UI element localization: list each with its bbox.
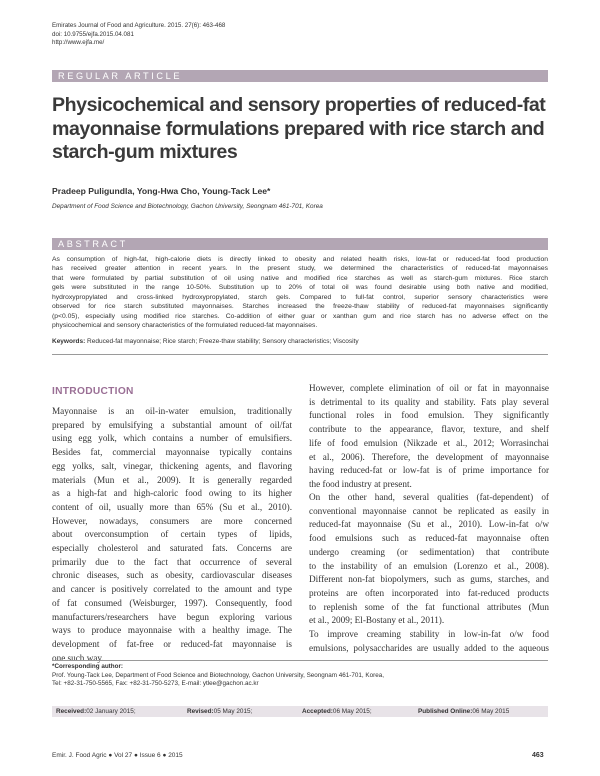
body-line: is detrimental to its quality and stability. Fats play several xyxy=(309,396,549,407)
footnote-contact: Tel: +82-31-750-5565, Fax: +82-31-750-5273, E-mail: ytlee@gachon.ac.kr xyxy=(52,680,259,688)
body-line: et al., 2006). Therefore, the development of mayonnaise xyxy=(309,451,549,462)
body-line: reduced-fat mayonnaise (Su et al., 2010). Low-in-fat o/w xyxy=(309,519,549,530)
body-line: to the instability of an emulsion (Lorenzo et al., 2008). xyxy=(309,560,549,571)
body-line: development of fat-free or reduced-fat mayonnaise is xyxy=(52,638,292,649)
abstract-line: As consumption of high-fat, high-calorie diets is directly linked to obesity and related health risks, low-fat or reduced-fat food production xyxy=(52,256,548,263)
journal-citation: Emirates Journal of Food and Agriculture. 2015. 27(6): 463-468 xyxy=(52,22,226,29)
body-line: as a high-fat and high-caloric food owing to its higher xyxy=(52,488,292,499)
body-line: of fat consumed (Weisburger, 1997). Consequently, food xyxy=(52,597,292,608)
body-line: manufacturers/researchers have begun exploring various xyxy=(52,611,292,622)
body-line: especially cholesterol and saturated fats. Concerns are xyxy=(52,543,292,554)
body-line: However, nowadays, consumers are more concerned xyxy=(52,515,292,526)
journal-doi: doi: 10.9755/ejfa.2015.04.081 xyxy=(52,30,134,38)
corresponding-author-footnote xyxy=(52,660,548,689)
body-line: To improve creaming stability in low-in-fat o/w food xyxy=(309,629,549,639)
regular-article-label: REGULAR ARTICLE xyxy=(58,71,183,81)
body-line: undergo creaming (or sedimentation) that contribute xyxy=(309,546,549,557)
dates-strip xyxy=(52,706,548,717)
article-title xyxy=(52,94,552,165)
body-line: materials (Mun et al., 2009). It is generally regarded xyxy=(52,474,292,485)
footnote-address: Prof. Young-Tack Lee, Department of Food Science and Biotechnology, Gachon University, Seongnam 461-701, Korea, xyxy=(52,671,384,679)
introduction-heading: INTRODUCTION xyxy=(52,386,134,397)
title-line: Physicochemical and sensory properties of reduced-fat xyxy=(52,94,546,116)
regular-article-bar xyxy=(52,70,548,82)
left-column xyxy=(52,405,292,665)
body-line: food emulsions such as reduced-fat mayonnaise often xyxy=(309,533,549,544)
abstract-line: (p<0.05), especially using modified rice starches. Co-addition of either guar or xanthan gum and rice starch has no adverse effect on the xyxy=(52,312,548,320)
footnote-label: *Corresponding author: xyxy=(52,663,124,670)
body-line: et al., 2009; El-Bostany et al., 2011). xyxy=(309,615,445,626)
abstract-bar xyxy=(52,238,548,250)
body-line: conventional mayonnaise cannot be replicated as easily in xyxy=(309,505,549,516)
authors: Pradeep Puligundla, Yong-Hwa Cho, Young-Tack Lee* xyxy=(52,186,271,196)
right-column-paragraph-2 xyxy=(309,491,549,628)
body-line: However, complete elimination of oil or fat in mayonnaise xyxy=(309,383,549,393)
journal-url[interactable]: http://www.ejfa.me/ xyxy=(52,39,105,47)
body-line: chronic diseases, such as obesity, cardiovascular diseases xyxy=(52,570,292,581)
body-line: egg yolks, salt, vinegar, thickening agents, and flavoring xyxy=(52,460,292,471)
body-line: contribute to the appearance, flavor, texture, and shelf xyxy=(309,424,549,435)
revised-date: Revised: 05 May 2015; xyxy=(187,708,253,715)
footer-citation: Emir. J. Food Agric ● Vol 27 ● Issue 6 ● 2015 xyxy=(52,752,183,759)
abstract-line: that were formulated by partial substitution of oil using native and modified rice starches as well as starch-gum mixtures. Rice starch xyxy=(52,274,548,282)
body-line: On the other hand, several qualities (fat-dependent) of xyxy=(309,492,549,502)
accepted-date: Accepted: 06 May 2015; xyxy=(302,708,372,715)
body-line: the food industry at present. xyxy=(309,478,412,489)
body-line: proteins are often incorporated into fat-reduced products xyxy=(309,587,549,598)
received-date: Received: 02 January 2015; xyxy=(56,708,136,715)
abstract-line: hydroxypropylated and cross-linked hydroxypropylated, starch gels. Compared to full-fat control, superior sensory characteristics were xyxy=(52,293,548,301)
page-number: 463 xyxy=(532,752,544,759)
title-line: starch-gum mixtures xyxy=(52,141,238,163)
body-line: emulsions, polysaccharides are usually added to the aqueous xyxy=(309,642,549,653)
abstract-line: has received greater attention in recent years. In the present study, we determined the characteristics of reduced-fat mayonnaises xyxy=(52,265,548,273)
body-line: prepared by emulsifying a substantial amount of oil/fat xyxy=(52,419,292,430)
body-line: Mayonnaise is an oil-in-water emulsion, traditionally xyxy=(52,406,292,416)
published-date: Published Online: 06 May 2015 xyxy=(418,708,510,715)
right-column-paragraph-3 xyxy=(309,628,549,655)
affiliation: Department of Food Science and Biotechnology, Gachon University, Seongnam 461-701, Korea xyxy=(52,203,323,210)
title-line: mayonnaise formulations prepared with rice starch and xyxy=(52,117,545,140)
journal-meta xyxy=(52,22,225,48)
body-line: ways to produce mayonnaise with a healthy image. The xyxy=(52,625,292,636)
body-line: to replenish some of the fat functional attributes (Mun xyxy=(309,601,549,612)
body-line: functional roles in food emulsion. They significantly xyxy=(309,410,549,421)
body-line: Different non-fat biopolymers, such as gums, starches, and xyxy=(309,574,549,585)
keywords-label: Keywords: xyxy=(52,338,86,345)
body-line: Besides fat, commercial mayonnaise typically contains xyxy=(52,447,292,458)
body-line: life of food emulsion (Nikzade et al., 2012; Worrasinchai xyxy=(309,437,549,448)
abstract-text xyxy=(52,255,548,331)
body-line: and cancer is positively correlated to the amount and type xyxy=(52,584,292,595)
keywords-text: Reduced-fat mayonnaise; Rice starch; Freeze-thaw stability; Sensory characteristics; Viscosity xyxy=(85,338,359,345)
body-line: content of oil, usually more than 65% (Su et al., 2010). xyxy=(52,501,292,512)
body-line: about overconsumption of certain types of lipids, xyxy=(52,529,292,540)
abstract-line: gels were substituted in the range 10-50%. Substitution up to 20% of total oil was found desirable using both native and modified, xyxy=(52,284,548,292)
right-column-paragraph-1 xyxy=(309,382,549,492)
body-line: one such way. xyxy=(52,652,104,663)
abstract-line: physicochemical and sensory characteristics of the formulated reduced-fat mayonnaises. xyxy=(52,322,318,330)
body-line: having reduced-fat or low-fat is of prime importance for xyxy=(309,465,549,476)
body-line: using egg yolk, which contains a number of emulsifiers. xyxy=(52,433,292,444)
abstract-divider xyxy=(52,354,548,355)
body-line: primarily due to the fact that occurrence of several xyxy=(52,556,292,567)
abstract-line: observed for rice starch substituted mayonnaises. Starches increased the freeze-thaw stability of reduced-fat mayonnaises significantly xyxy=(52,303,548,311)
abstract-label: ABSTRACT xyxy=(58,239,128,249)
keywords xyxy=(52,338,359,345)
